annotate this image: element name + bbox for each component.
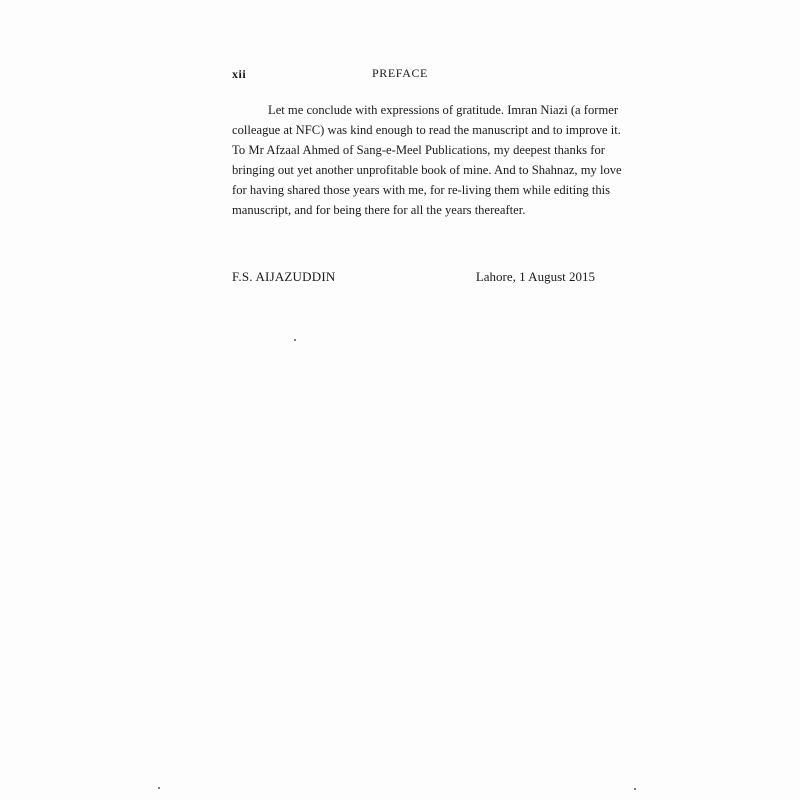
- paragraph-line: Let me conclude with expressions of gratitude. Imran Niazi (a former: [268, 103, 619, 117]
- running-head: PREFACE: [372, 66, 428, 80]
- paragraph-line: for having shared those years with me, for re-living them while editing this: [232, 183, 611, 197]
- preface-paragraph: [232, 100, 622, 220]
- paragraph-line: To Mr Afzaal Ahmed of Sang-e-Meel Publications, my deepest thanks for: [232, 143, 605, 157]
- scan-speck: [158, 787, 160, 789]
- paragraph-line: colleague at NFC) was kind enough to read the manuscript and to improve it.: [232, 123, 621, 137]
- scan-speck: [634, 788, 636, 790]
- paragraph-line: bringing out yet another unprofitable book of mine. And to Shahnaz, my love: [232, 163, 622, 177]
- author-signature: F.S. AIJAZUDDIN: [232, 269, 336, 284]
- scan-speck: [294, 339, 296, 341]
- paragraph-line: manuscript, and for being there for all the years thereafter.: [232, 203, 526, 217]
- place-date: Lahore, 1 August 2015: [475, 269, 595, 284]
- page-number: xii: [232, 67, 247, 81]
